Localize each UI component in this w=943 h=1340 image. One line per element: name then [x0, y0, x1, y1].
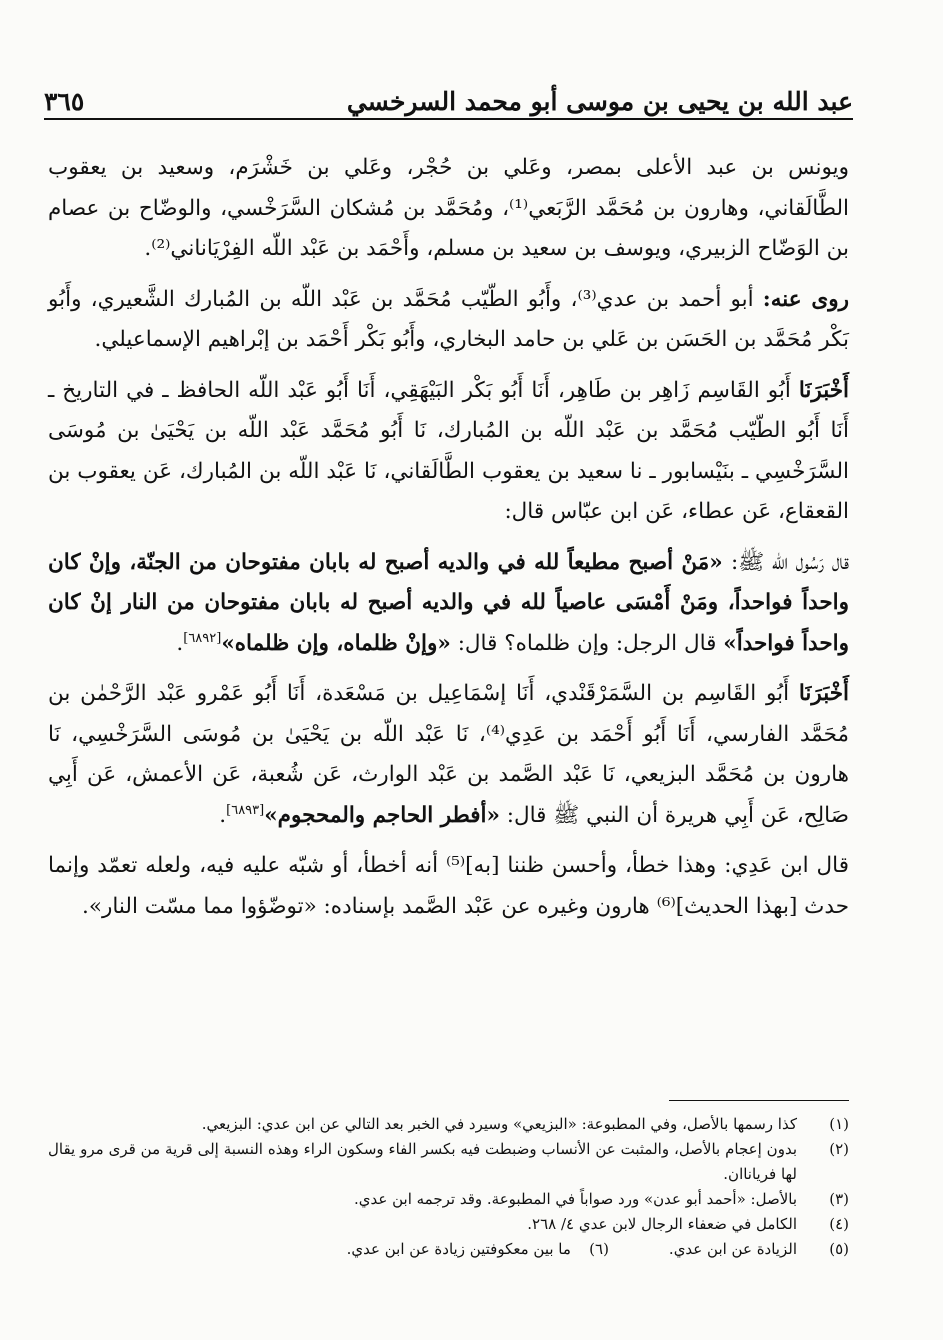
paragraph-commentary: قال ابن عَدِي: وهذا خطأ، وأحسن ظننا [به]⁽⁵⁾ أنه أخطأ، أو شبّه عليه فيه، ولعله تعمّد وإنما حدث [بهذا الحديث]⁽⁶⁾ هارون وغيره عن عَبْد الصَّمد بإسناده: «توضّؤوا مما مسّت النار». [48, 853, 850, 919]
paragraph-students: روى عنه: أبو أحمد بن عدي⁽³⁾، وأَبُو الطّيّب مُحَمَّد بن عَبْد اللّه بن المُبارك الشَّعيري، وأَبُو بَكْر مُحَمَّد بن الحَسَن بن عَلي بن حامد البخاري، وأَبُو بَكْر أَحْمَد بن إبْراهيم الإسماعيلي. [48, 286, 850, 352]
footnote-divider [669, 1100, 849, 1101]
footnote-3: (٣) بالأصل: «أحمد أبو عدن» ورد صواباً في المطبوعة. وقد ترجمه ابن عدي. [354, 1190, 849, 1208]
footnote-4: (٤) الكامل في ضعفاء الرجال لابن عدي ٤/ ٢٦٨. [527, 1215, 849, 1233]
footnote-5: (٥) الزيادة عن ابن عدي. [668, 1240, 849, 1258]
running-title: عبد الله بن يحيى بن موسى أبو محمد السرخسي [346, 87, 853, 116]
footnote-6: (٦) ما بين معكوفتين زيادة عن ابن عدي. [346, 1240, 609, 1258]
main-text [48, 148, 849, 937]
page-number: ٣٦٥ [44, 87, 85, 116]
paragraph-teachers: ويونس بن عبد الأعلى بمصر، وعَلي بن حُجْر، وعَلي بن خَشْرَم، وسعيد بن يعقوب الطَّالَقاني، وهارون بن مُحَمَّد الرَّبَعي⁽¹⁾، ومُحَمَّد بن مُشكان السَّرَخْسي، والوضّاح بن عصام بن الوَضّاح الزبيري، ويوسف بن سعيد بن مسلم، وأَحْمَد بن عَبْد اللّه الفِرْيَاناني⁽²⁾. [48, 155, 849, 261]
footnote-2: (٢) بدون إعجام بالأصل، والمثبت عن الأنساب وضبطت فيه بكسر الفاء وسكون الراء وهذه النسبة إلى قرية من قرى مرو يقال لها فرياناان. [48, 1140, 849, 1183]
paragraph-hadith-1: قال رَسُول اللّه ﷺ: «مَنْ أصبح مطيعاً لله في والديه أصبح له بابان مفتوحان من الجنّة، وإنْ كان واحداً فواحداً، ومَنْ أَمْسَى عاصياً لله في والديه أصبح له بابان مفتوحان من النار إنْ كان واحداً فواحداً» قال الرجل: وإن ظلماه؟ قال: «وإنْ ظلماه، وإن ظلماه»[٦٨٩٢]. [48, 549, 849, 656]
hadith-reference: [٦٨٩٣] [226, 802, 265, 818]
paragraph-isnad-2: أَخْبَرَنَا أَبُو القَاسِم بن السَّمَرْقَنْدي، أَنَا إسْمَاعِيل بن مَسْعَدة، أَنَا أَبُو عَمْرو عَبْد الرَّحْمٰن بن مُحَمَّد الفارسي، أَنَا أَبُو أَحْمَد بن عَدِي⁽⁴⁾، نَا عَبْد اللّه بن يَحْيَىٰ بن مُوسَى السَّرَخْسِي، نَا هارون بن مُحَمَّد البزيعي، نَا عَبْد الصَّمد بن عَبْد الوارث، عَن شُعبة، عَن الأعمش، عَن أَبِي صَالِح، عَن أَبِي هريرة أن النبي ﷺ قال: «أفطر الحاجم والمحجوم»[٦٨٩٣]. [48, 681, 849, 828]
paragraph-isnad-1: أَخْبَرَنَا أَبُو القَاسِم زَاهِر بن طَاهِر، أَنَا أَبُو بَكْر البَيْهَقِي، أَنَا أَبُو عَبْد اللّه الحافظ ـ في التاريخ ـ أَنَا أَبُو الطّيّب مُحَمَّد بن عَبْد اللّه بن المُبارك، نَا أَبُو مُحَمَّد عَبْد اللّه بن يَحْيَىٰ بن مُوسَى السَّرَخْسِي ـ بنَيْسابور ـ نا سعيد بن يعقوب الطَّالَقاني، نَا عَبْد اللّه بن المُبارك، عَن يعقوب بن القعقاع، عَن عطاء، عَن ابن عبّاس قال: [48, 377, 849, 524]
footnote-row-5-6 [48, 1237, 849, 1262]
page-header [44, 78, 853, 120]
footnote-1: (١) كذا رسمها بالأصل، وفي المطبوعة: «البزيعي» وسيرد في الخبر بعد التالي عن ابن عدي: البزيعي. [201, 1115, 849, 1133]
footnotes [48, 1112, 849, 1262]
hadith-reference: [٦٨٩٢] [183, 630, 222, 646]
